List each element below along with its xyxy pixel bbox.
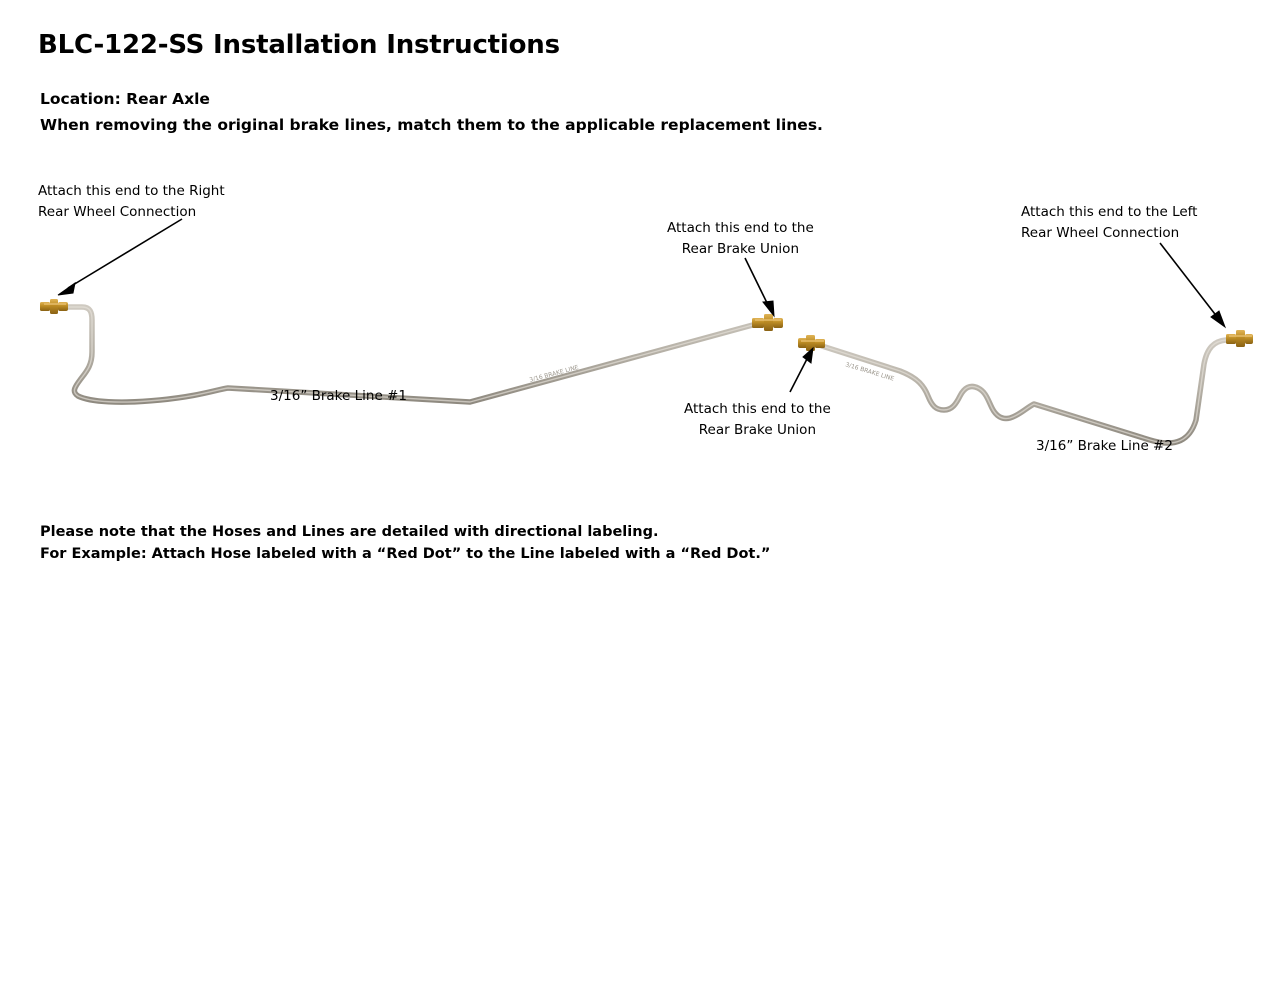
callout-line-1: Attach this end to the Left <box>1021 204 1198 220</box>
fitting-rear-brake-union-lower <box>798 335 825 351</box>
footnote-line-2: For Example: Attach Hose labeled with a “Red Dot” to the Line labeled with a “Red Dot.” <box>40 546 771 562</box>
callout-line-2: Rear Wheel Connection <box>38 204 197 220</box>
callout-right-rear-wheel <box>38 181 225 223</box>
fitting-right-rear-wheel <box>40 299 68 314</box>
page-title: BLC-122-SS Installation Instructions <box>38 30 560 60</box>
callout-left-rear-wheel <box>1021 202 1197 244</box>
svg-text:3/16 BRAKE LINE: 3/16 BRAKE LINE <box>844 361 895 383</box>
callout-line-1: Attach this end to the <box>684 401 831 417</box>
brake-line-2-art <box>798 330 1253 443</box>
callout-arrows <box>58 219 1225 392</box>
callout-line-1: Attach this end to the Right <box>38 183 225 199</box>
fitting-rear-brake-union-upper <box>752 314 783 331</box>
instruction-line: When removing the original brake lines, match them to the applicable replacement lines. <box>40 116 823 134</box>
callout-line-2: Rear Wheel Connection <box>1021 225 1180 241</box>
fitting-left-rear-wheel <box>1226 330 1253 347</box>
label-brake-line-1: 3/16” Brake Line #1 <box>270 388 407 404</box>
callout-line-2: Rear Brake Union <box>681 241 799 257</box>
callout-rear-brake-union-top <box>667 218 814 260</box>
brake-line-1-art <box>40 299 783 402</box>
callout-line-1: Attach this end to the <box>667 220 814 236</box>
callout-line-2: Rear Brake Union <box>698 422 816 438</box>
svg-text:3/16 BRAKE LINE: 3/16 BRAKE LINE <box>528 364 580 384</box>
location-line: Location: Rear Axle <box>40 90 210 108</box>
footnote-line-1: Please note that the Hoses and Lines are detailed with directional labeling. <box>40 524 659 540</box>
callout-rear-brake-union-bottom <box>684 399 831 441</box>
label-brake-line-2: 3/16” Brake Line #2 <box>1036 438 1173 454</box>
